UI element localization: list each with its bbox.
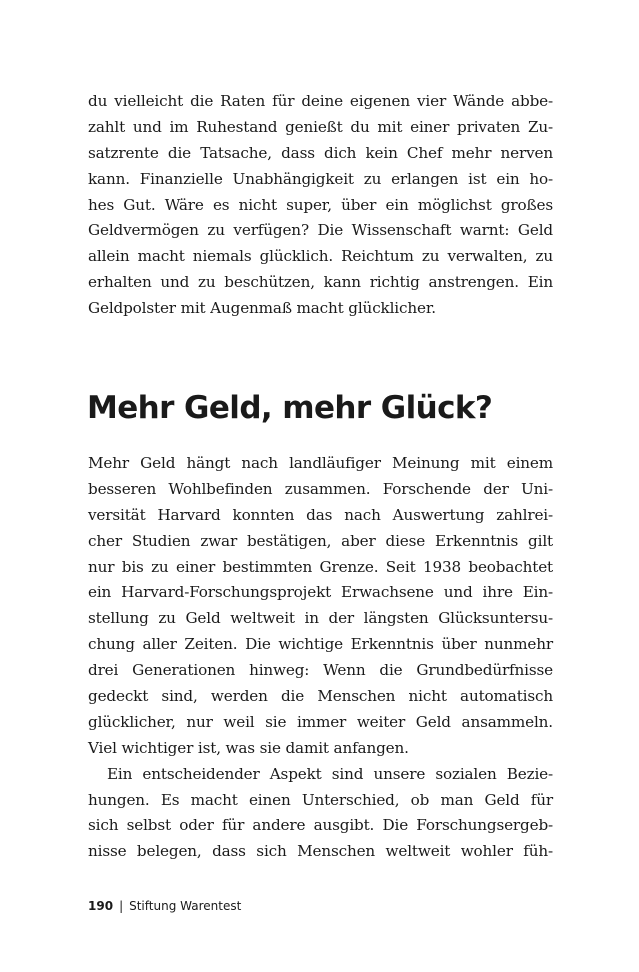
- text-line: Mehr Geld hängt nach landläufiger Meinung mit einem: [88, 454, 553, 472]
- text-line: ein Harvard-Forschungsprojekt Erwachsene und ihre Ein-: [88, 583, 553, 602]
- publication-name: Stiftung Warentest: [129, 899, 242, 913]
- text-line: chung aller Zeiten. Die wichtige Erkenntnis über nunmehr: [88, 635, 553, 654]
- footer-separator: |: [119, 899, 124, 913]
- text-line: kann. Finanzielle Unabhängigkeit zu erlangen ist ein ho-: [88, 169, 553, 188]
- text-line: sich selbst oder für andere ausgibt. Die Forschungsergeb-: [88, 816, 553, 835]
- text-line: zahlt und im Ruhestand genießt du mit einer privaten Zu-: [88, 117, 553, 136]
- text-line: Viel wichtiger ist, was sie damit anfangen.: [88, 738, 409, 757]
- section-heading: Mehr Geld, mehr Glück?: [87, 390, 493, 426]
- text-line: nur bis zu einer bestimmten Grenze. Seit 1938 beobachtet: [88, 557, 553, 576]
- text-line: Ein entscheidender Aspekt sind unsere sozialen Bezie-: [107, 764, 553, 783]
- text-line: gedeckt sind, werden die Menschen nicht automatisch: [88, 687, 553, 706]
- text-line: versität Harvard konnten das nach Auswertung zahlrei-: [88, 505, 553, 524]
- body-paragraphs: [88, 451, 553, 865]
- text-line: hes Gut. Wäre es nicht super, über ein möglichst großes: [88, 195, 553, 214]
- text-line: besseren Wohlbefinden zusammen. Forschende der Uni-: [88, 479, 553, 498]
- text-line: drei Generationen hinweg: Wenn die Grundbedürfnisse: [88, 661, 553, 680]
- text-line: erhalten und zu beschützen, kann richtig anstrengen. Ein: [88, 273, 553, 292]
- text-line: allein macht niemals glücklich. Reichtum zu verwalten, zu: [88, 247, 553, 266]
- text-line: du vielleicht die Raten für deine eigenen vier Wände abbe-: [88, 92, 553, 110]
- text-line: nisse belegen, dass sich Menschen weltweit wohler füh-: [88, 842, 553, 861]
- text-line: glücklicher, nur weil sie immer weiter Geld ansammeln.: [88, 712, 553, 731]
- text-line: satzrente die Tatsache, dass dich kein Chef mehr nerven: [88, 143, 553, 162]
- intro-paragraph: [88, 89, 553, 322]
- page-number: 190: [88, 899, 114, 913]
- text-line: stellung zu Geld weltweit in der längsten Glücksuntersu-: [88, 609, 553, 628]
- text-line: Geldpolster mit Augenmaß macht glücklicher.: [88, 299, 436, 318]
- page-footer: [88, 897, 241, 915]
- text-line: hungen. Es macht einen Unterschied, ob man Geld für: [88, 790, 553, 809]
- text-line: cher Studien zwar bestätigen, aber diese Erkenntnis gilt: [88, 531, 553, 550]
- text-line: Geldvermögen zu verfügen? Die Wissenschaft warnt: Geld: [88, 221, 553, 240]
